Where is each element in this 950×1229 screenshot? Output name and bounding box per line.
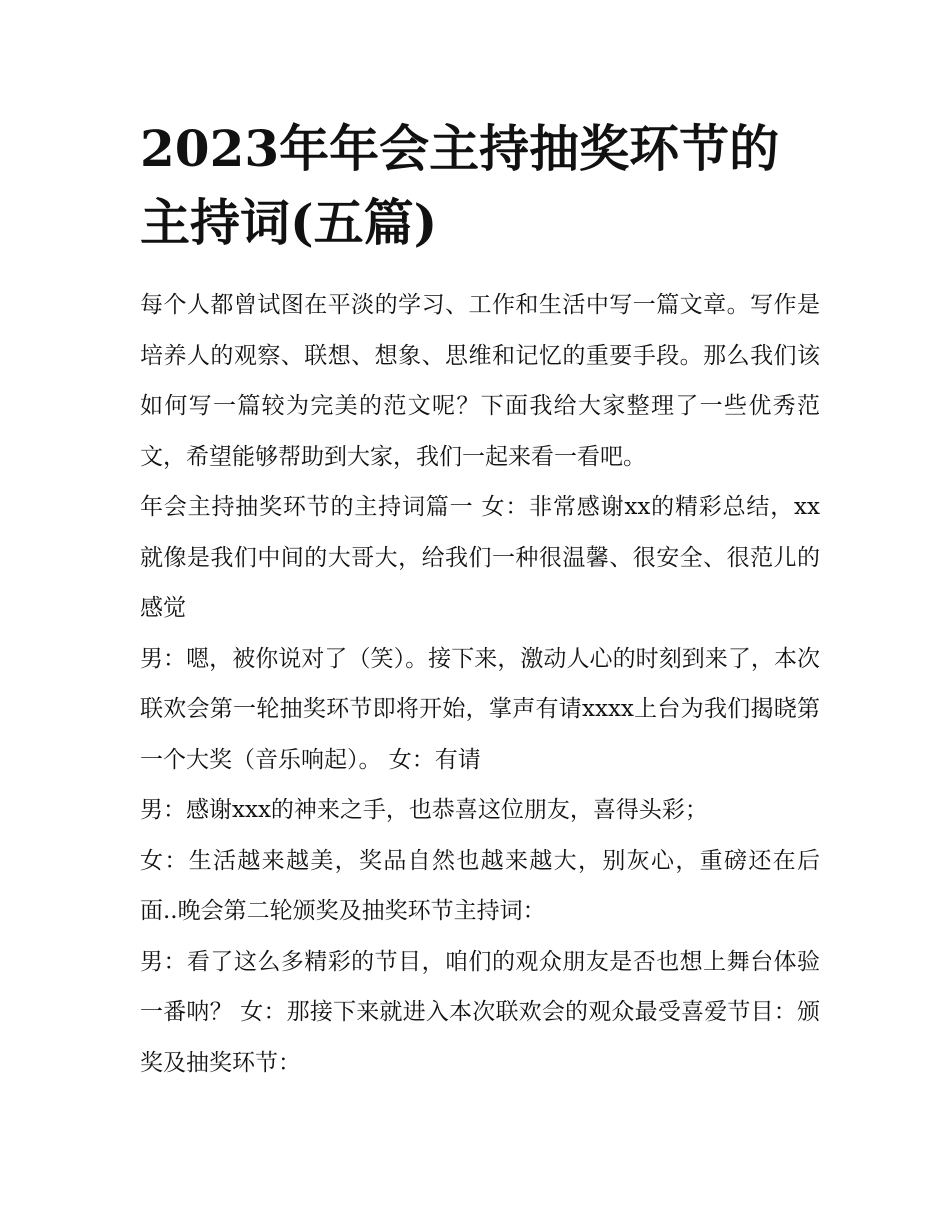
paragraph-intro: 每个人都曾试图在平淡的学习、工作和生活中写一篇文章。写作是培养人的观察、联想、想象、思维和记忆的重要手段。那么我们该如何写一篇较为完美的范文呢？下面我给大家整理了一些优秀范文，希望能够帮助到大家，我们一起来看一看吧。 <box>140 292 820 470</box>
paragraph-host-3: 男：感谢xxx的神来之手，也恭喜这位朋友，喜得头彩； <box>140 797 708 823</box>
document-title: 2023年年会主持抽奖环节的主持词(五篇) <box>140 119 780 252</box>
paragraph-host-1: 年会主持抽奖环节的主持词篇一 女：非常感谢xx的精彩总结，xx就像是我们中间的大哥大，给我们一种很温馨、很安全、很范儿的感觉 <box>140 494 820 621</box>
document-page <box>140 112 820 1088</box>
paragraph-host-4: 女：生活越来越美，奖品自然也越来越大，别灰心，重磅还在后面..晚会第二轮颁奖及抽奖环节主持词： <box>140 847 820 924</box>
paragraph-host-2: 男：嗯，被你说对了（笑）。接下来，激动人心的时刻到来了，本次联欢会第一轮抽奖环节即将开始，掌声有请xxxx上台为我们揭晓第一个大奖（音乐响起）。 女：有请 <box>140 645 820 773</box>
document-body <box>140 280 820 1088</box>
paragraph-host-5: 男：看了这么多精彩的节目，咱们的观众朋友是否也想上舞台体验一番呐？ 女：那接下来就进入本次联欢会的观众最受喜爱节目：颁奖及抽奖环节： <box>140 948 820 1076</box>
